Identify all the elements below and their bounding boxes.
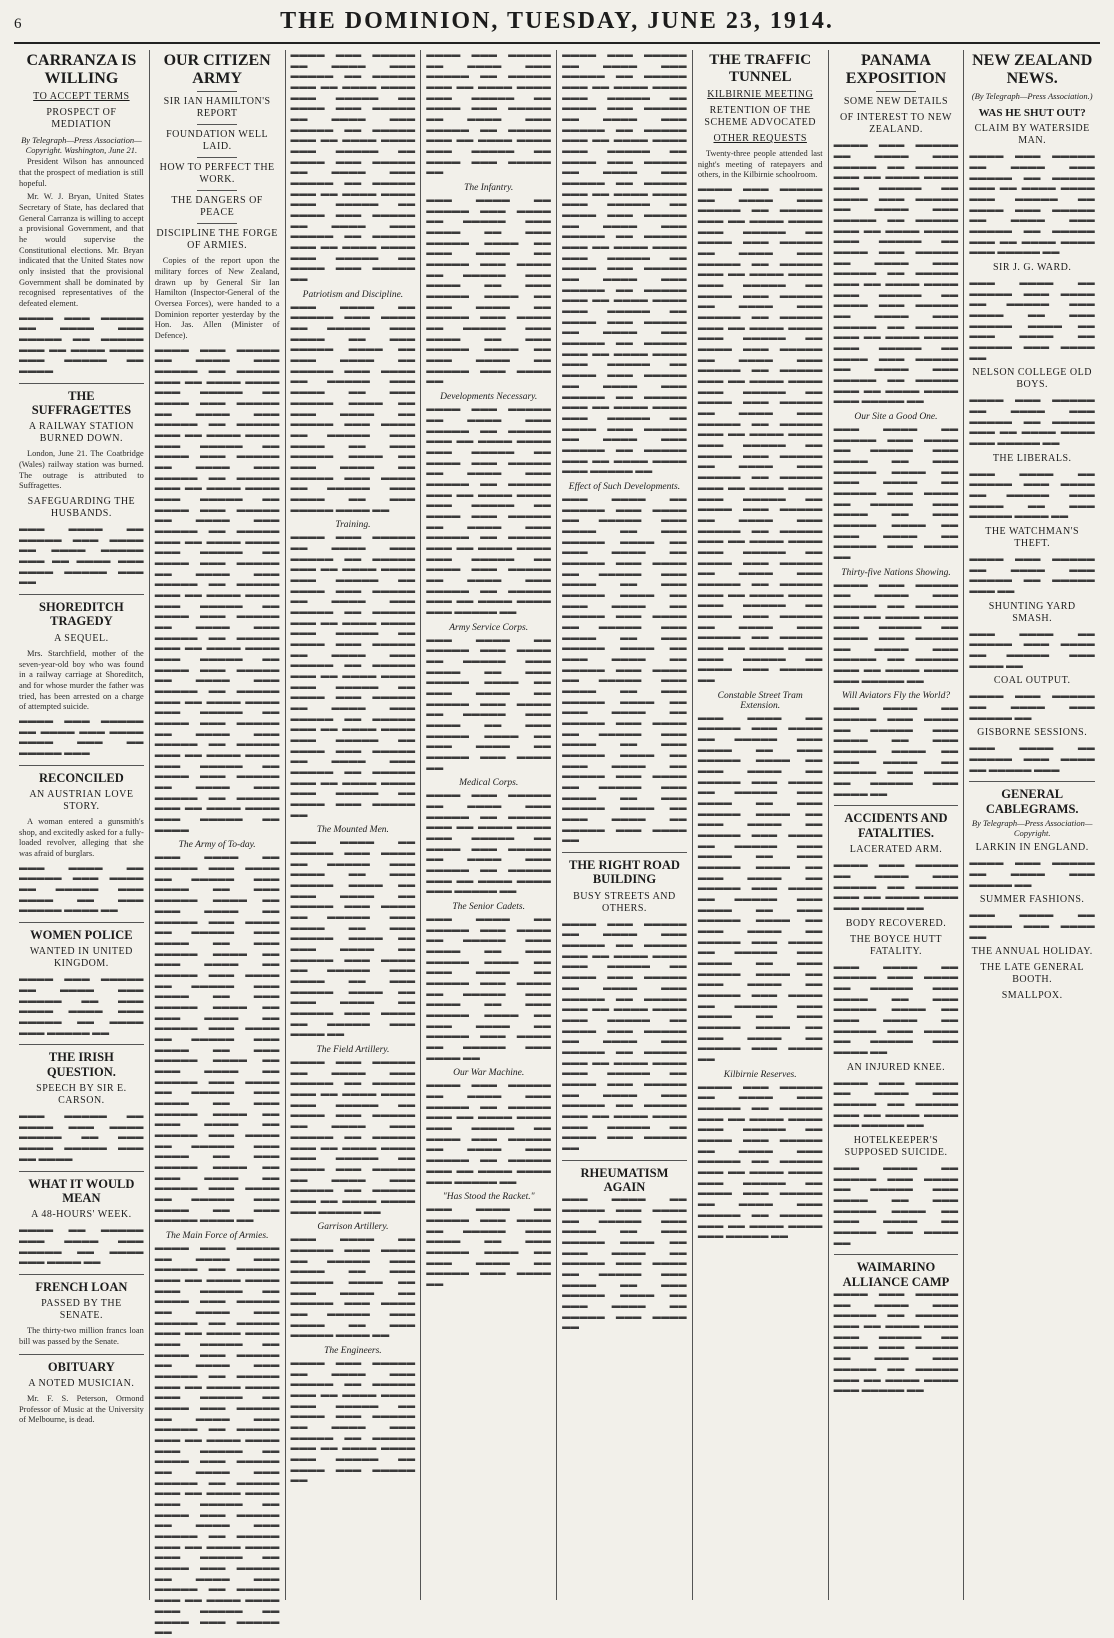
article-text: ▬▬▬ ▬▬▬▬ ▬▬ ▬▬▬▬▬ ▬▬▬ ▬▬▬▬ ▬▬ ▬▬▬▬▬ ▬▬▬ ▬▬▬▬ ▬▬ ▬▬▬ ▬▬▬▬▬ ▬▬▬▬ ▬▬ ▬▬▬ ▬▬▬▬ ▬▬ ▬▬▬▬▬ ▬▬▬ ▬▬▬▬ ▬▬ ▬▬▬▬▬ ▬▬▬ ▬▬▬▬ ▬▬ ▬▬▬ ▬▬▬▬▬ ▬▬▬▬ ▬▬ ▬▬▬ ▬▬▬▬ ▬▬ ▬▬▬▬▬ ▬▬▬ ▬▬▬▬ ▬▬ ▬▬▬▬▬ ▬▬▬ ▬▬▬▬ ▬▬ ▬▬▬ ▬▬▬▬▬ ▬▬▬▬ ▬▬ ▬▬▬ ▬▬▬▬ ▬▬ ▬▬▬▬▬ ▬▬▬ ▬▬▬▬ ▬▬ ▬▬▬▬▬ ▬▬▬ ▬▬▬▬ ▬▬ ▬▬▬ ▬▬▬▬▬ ▬▬▬▬ ▬▬ ▬▬▬ ▬▬▬▬ ▬▬ ▬▬▬▬▬ ▬▬▬ ▬▬▬▬ ▬▬ ▬▬▬▬▬ ▬▬▬ ▬▬▬▬ ▬▬ ▬▬▬ ▬▬▬▬▬ ▬▬▬▬ ▬▬ ▬▬▬ ▬▬▬▬ ▬▬ ▬▬▬▬▬ ▬▬▬ ▬▬▬▬ ▬▬ ▬▬▬▬▬ ▬▬▬ ▬▬▬▬ ▬▬ ▬▬▬ ▬▬▬▬▬ ▬▬▬▬ ▬▬ ▬▬▬ ▬▬▬▬ ▬▬ ▬▬▬▬▬ ▬▬▬ ▬▬▬▬ ▬▬: [562, 493, 687, 845]
article-subtitle: AN AUSTRIAN LOVE STORY.: [29, 788, 134, 812]
article-subtitle: DISCIPLINE THE FORGE OF ARMIES.: [156, 228, 278, 252]
column-4: [421, 50, 557, 1600]
subheading: Will Aviators Fly the World?: [841, 691, 951, 702]
article-text: ▬▬▬ ▬▬▬▬ ▬▬ ▬▬▬▬▬ ▬▬▬ ▬▬▬▬ ▬▬ ▬▬▬▬▬ ▬▬▬ ▬▬▬▬ ▬▬ ▬▬▬ ▬▬▬▬▬ ▬▬▬▬ ▬▬ ▬▬▬ ▬▬▬▬ ▬▬ ▬▬▬▬▬ ▬▬▬ ▬▬▬▬ ▬▬ ▬▬▬▬▬ ▬▬▬ ▬▬▬▬ ▬▬ ▬▬▬ ▬▬▬▬▬ ▬▬▬▬ ▬▬ ▬▬▬ ▬▬▬▬ ▬▬ ▬▬▬▬▬ ▬▬▬ ▬▬▬▬ ▬▬ ▬▬▬▬▬ ▬▬▬ ▬▬▬▬ ▬▬ ▬▬▬ ▬▬▬▬▬ ▬▬▬▬ ▬▬ ▬▬▬ ▬▬▬▬ ▬▬ ▬▬▬▬▬ ▬▬▬ ▬▬▬▬ ▬▬ ▬▬▬▬▬ ▬▬▬ ▬▬▬▬ ▬▬ ▬▬▬ ▬▬▬▬▬ ▬▬▬▬ ▬▬ ▬▬▬ ▬▬▬▬ ▬▬ ▬▬▬▬▬ ▬▬▬ ▬▬▬▬ ▬▬ ▬▬▬▬▬ ▬▬▬ ▬▬▬▬ ▬▬ ▬▬▬ ▬▬▬▬▬ ▬▬▬▬ ▬▬ ▬▬▬ ▬▬▬▬ ▬▬ ▬▬▬▬▬ ▬▬▬ ▬▬▬▬ ▬▬ ▬▬▬▬▬ ▬▬▬ ▬▬▬▬ ▬▬ ▬▬▬ ▬▬▬▬▬ ▬▬▬▬ ▬▬ ▬▬▬ ▬▬▬▬ ▬▬ ▬▬▬▬▬ ▬▬▬ ▬▬▬▬ ▬▬ ▬▬▬▬▬ ▬▬▬ ▬▬▬▬ ▬▬ ▬▬▬ ▬▬▬▬▬ ▬▬▬▬ ▬▬: [154, 852, 280, 1225]
article-text: ▬▬▬▬ ▬▬▬ ▬▬▬▬▬ ▬▬ ▬▬▬▬ ▬▬▬ ▬▬▬▬▬ ▬▬ ▬▬▬▬▬ ▬▬▬ ▬▬ ▬▬▬▬ ▬▬▬▬ ▬▬▬ ▬▬▬▬▬ ▬▬ ▬▬▬▬ ▬▬▬ ▬▬▬▬▬ ▬▬ ▬▬▬▬ ▬▬▬ ▬▬▬▬▬ ▬▬ ▬▬▬▬▬ ▬▬▬ ▬▬ ▬▬▬▬ ▬▬▬▬ ▬▬▬ ▬▬▬▬▬ ▬▬: [969, 151, 1095, 257]
article-text: Mrs. Starchfield, mother of the seven-year-old boy who was found in a railway carriage at Shoreditch, and for whose murder the father was tried, has been arrested on a charge of attempted suicide.: [19, 648, 144, 712]
subheading: Constable Street Tram Extension.: [717, 690, 803, 711]
article-subtitle: COAL OUTPUT.: [993, 675, 1071, 687]
article-text: ▬▬▬ ▬▬▬▬ ▬▬ ▬▬▬▬▬ ▬▬▬ ▬▬▬▬ ▬▬ ▬▬▬▬▬ ▬▬▬ ▬▬▬▬ ▬▬ ▬▬▬ ▬▬▬▬▬ ▬▬▬▬ ▬▬ ▬▬▬ ▬▬▬▬ ▬▬ ▬▬▬▬▬ ▬▬▬ ▬▬▬▬ ▬▬ ▬▬▬▬▬ ▬▬▬ ▬▬▬▬ ▬▬ ▬▬▬ ▬▬▬▬▬ ▬▬▬▬ ▬▬ ▬▬▬ ▬▬▬▬ ▬▬ ▬▬▬▬▬ ▬▬▬ ▬▬▬▬ ▬▬: [426, 634, 552, 772]
article-text: ▬▬▬ ▬▬▬▬ ▬▬ ▬▬▬▬▬ ▬▬▬ ▬▬▬▬ ▬▬ ▬▬▬▬▬ ▬▬▬ ▬▬▬▬ ▬▬ ▬▬▬ ▬▬▬▬▬ ▬▬▬▬ ▬▬ ▬▬▬ ▬▬▬▬ ▬▬ ▬▬▬▬▬ ▬▬▬ ▬▬▬▬ ▬▬ ▬▬▬▬▬ ▬▬▬ ▬▬▬▬ ▬▬: [833, 703, 959, 798]
article-text: ▬▬▬▬ ▬▬▬ ▬▬▬▬▬ ▬▬ ▬▬▬▬ ▬▬▬ ▬▬▬▬▬ ▬▬ ▬▬▬▬▬ ▬▬▬ ▬▬: [969, 554, 1095, 596]
article-text: ▬▬▬▬ ▬▬▬ ▬▬▬▬▬ ▬▬ ▬▬▬▬ ▬▬▬ ▬▬▬▬▬ ▬▬ ▬▬▬▬▬ ▬▬▬ ▬▬ ▬▬▬▬ ▬▬▬▬ ▬▬▬ ▬▬▬▬▬ ▬▬ ▬▬▬▬ ▬▬▬ ▬▬▬▬▬ ▬▬ ▬▬▬▬ ▬▬▬ ▬▬▬▬▬ ▬▬ ▬▬▬▬▬ ▬▬▬ ▬▬ ▬▬▬▬ ▬▬▬▬ ▬▬▬ ▬▬▬▬▬ ▬▬: [426, 1080, 552, 1186]
article-text: ▬▬▬ ▬▬▬▬ ▬▬ ▬▬▬▬▬ ▬▬▬ ▬▬▬▬ ▬▬ ▬▬▬▬▬ ▬▬▬: [969, 743, 1095, 774]
page-number: 6: [14, 16, 22, 32]
column-6: [693, 50, 829, 1600]
article-subtitle: THE LIBERALS.: [992, 452, 1072, 464]
article-text: ▬▬▬▬ ▬▬▬ ▬▬▬▬▬ ▬▬ ▬▬▬▬ ▬▬▬ ▬▬▬▬▬ ▬▬ ▬▬▬▬▬ ▬▬▬ ▬▬ ▬▬▬▬ ▬▬▬▬ ▬▬▬ ▬▬▬▬▬ ▬▬ ▬▬▬▬ ▬▬▬ ▬▬▬▬▬ ▬▬ ▬▬▬▬ ▬▬▬ ▬▬▬▬▬ ▬▬ ▬▬▬▬▬ ▬▬▬ ▬▬ ▬▬▬▬ ▬▬▬▬ ▬▬▬ ▬▬▬▬▬ ▬▬ ▬▬▬▬ ▬▬▬ ▬▬▬▬▬ ▬▬ ▬▬▬▬ ▬▬▬ ▬▬▬▬▬ ▬▬ ▬▬▬▬▬ ▬▬▬ ▬▬ ▬▬▬▬ ▬▬▬▬ ▬▬▬ ▬▬▬▬▬ ▬▬ ▬▬▬▬ ▬▬▬ ▬▬▬▬▬ ▬▬ ▬▬▬▬ ▬▬▬ ▬▬▬▬▬ ▬▬ ▬▬▬▬▬ ▬▬▬ ▬▬ ▬▬▬▬ ▬▬▬▬ ▬▬▬ ▬▬▬▬▬ ▬▬ ▬▬▬▬ ▬▬▬ ▬▬▬▬▬ ▬▬ ▬▬▬▬ ▬▬▬ ▬▬▬▬▬ ▬▬ ▬▬▬▬▬ ▬▬▬ ▬▬ ▬▬▬▬ ▬▬▬▬ ▬▬▬ ▬▬▬▬▬ ▬▬ ▬▬▬▬ ▬▬▬ ▬▬▬▬▬ ▬▬: [290, 532, 416, 819]
article-text: ▬▬▬▬ ▬▬▬ ▬▬▬▬▬ ▬▬ ▬▬▬▬ ▬▬▬ ▬▬▬▬▬ ▬▬ ▬▬▬▬▬ ▬▬▬ ▬▬ ▬▬▬▬ ▬▬▬▬ ▬▬▬ ▬▬▬▬▬ ▬▬ ▬▬▬▬ ▬▬▬ ▬▬▬▬▬ ▬▬ ▬▬▬▬ ▬▬▬ ▬▬▬▬▬ ▬▬ ▬▬▬▬▬ ▬▬▬ ▬▬ ▬▬▬▬ ▬▬▬▬ ▬▬▬ ▬▬▬▬▬ ▬▬ ▬▬▬▬ ▬▬▬ ▬▬▬▬▬ ▬▬ ▬▬▬▬ ▬▬▬ ▬▬▬▬▬ ▬▬ ▬▬▬▬▬ ▬▬▬ ▬▬ ▬▬▬▬ ▬▬▬▬ ▬▬▬ ▬▬▬▬▬ ▬▬: [290, 1057, 416, 1216]
article-subtitle: PASSED BY THE SENATE.: [41, 1298, 122, 1322]
article-text: ▬▬▬▬ ▬▬▬ ▬▬▬▬▬ ▬▬ ▬▬▬▬ ▬▬▬ ▬▬▬▬▬ ▬▬ ▬▬▬▬▬ ▬▬▬ ▬▬ ▬▬▬▬ ▬▬▬▬ ▬▬▬ ▬▬▬▬▬ ▬▬ ▬▬▬▬ ▬▬▬ ▬▬▬▬▬ ▬▬ ▬▬▬▬ ▬▬▬ ▬▬▬▬▬ ▬▬ ▬▬▬▬▬ ▬▬▬ ▬▬ ▬▬▬▬ ▬▬▬▬ ▬▬▬ ▬▬▬▬▬ ▬▬ ▬▬▬▬ ▬▬▬ ▬▬▬▬▬ ▬▬ ▬▬▬▬ ▬▬▬ ▬▬▬▬▬ ▬▬ ▬▬▬▬▬ ▬▬▬ ▬▬ ▬▬▬▬ ▬▬▬▬ ▬▬▬ ▬▬▬▬▬ ▬▬: [697, 1081, 823, 1241]
article-subtitle: SAFEGUARDING THE HUSBANDS.: [27, 496, 136, 520]
section-heading: FRENCH LOAN: [19, 1274, 144, 1294]
article-title: OUR CITIZEN ARMY: [163, 52, 271, 87]
subheading: The Infantry.: [464, 183, 514, 194]
article-subtitle: CLAIM BY WATERSIDE MAN.: [974, 123, 1090, 147]
article-text: ▬▬▬▬ ▬▬▬ ▬▬▬▬▬ ▬▬ ▬▬▬▬ ▬▬▬ ▬▬▬▬▬ ▬▬ ▬▬▬▬▬ ▬▬▬ ▬▬ ▬▬▬▬ ▬▬▬▬ ▬▬▬ ▬▬▬▬▬ ▬▬: [833, 860, 959, 912]
dateline: By Telegraph—Press Association—Copyright. Washington, June 21.: [21, 135, 142, 156]
article-subtitle: OF INTEREST TO NEW ZEALAND.: [839, 112, 952, 136]
column-8: [964, 50, 1100, 1600]
section-heading: RECONCILED: [19, 765, 144, 785]
article-subtitle: THE BOYCE HUTT FATALITY.: [849, 933, 942, 957]
article-subtitle: A RAILWAY STATION BURNED DOWN.: [28, 421, 134, 445]
article-subtitle: KILBIRNIE MEETING: [707, 89, 814, 100]
subheading: Training.: [335, 520, 371, 531]
article-text: ▬▬▬▬ ▬▬▬ ▬▬▬▬▬ ▬▬ ▬▬▬▬ ▬▬▬ ▬▬▬▬▬ ▬▬ ▬▬▬▬▬ ▬▬▬ ▬▬ ▬▬▬▬ ▬▬▬▬ ▬▬▬ ▬▬▬▬▬ ▬▬ ▬▬▬▬ ▬▬▬ ▬▬▬▬▬ ▬▬ ▬▬▬▬ ▬▬▬ ▬▬▬▬▬ ▬▬ ▬▬▬▬▬ ▬▬▬ ▬▬ ▬▬▬▬ ▬▬▬▬ ▬▬▬ ▬▬▬▬▬ ▬▬ ▬▬▬▬ ▬▬▬ ▬▬▬▬▬ ▬▬: [426, 50, 552, 177]
article-text: ▬▬▬ ▬▬▬▬ ▬▬ ▬▬▬▬▬ ▬▬▬ ▬▬▬▬ ▬▬ ▬▬▬▬▬ ▬▬▬ ▬▬▬▬ ▬▬ ▬▬▬ ▬▬▬▬▬ ▬▬▬▬ ▬▬ ▬▬▬ ▬▬▬▬ ▬▬ ▬▬▬▬▬ ▬▬▬ ▬▬▬▬ ▬▬ ▬▬▬▬▬ ▬▬▬ ▬▬▬▬ ▬▬: [833, 961, 959, 1056]
article-subtitle: OTHER REQUESTS: [713, 133, 807, 144]
section-heading: ACCIDENTS AND FATALITIES.: [834, 805, 959, 840]
subheading: The Mounted Men.: [316, 825, 389, 836]
article-text: ▬▬▬ ▬▬▬▬▬ ▬▬ ▬▬▬▬ ▬▬▬ ▬▬▬▬ ▬▬▬▬▬ ▬▬ ▬▬▬ ▬▬▬▬ ▬▬▬▬▬ ▬▬▬ ▬▬ ▬▬▬▬: [19, 1111, 144, 1163]
subheading: Patriotism and Discipline.: [302, 289, 404, 300]
subheading: Effect of Such Developments.: [568, 481, 681, 492]
article-text: ▬▬▬ ▬▬▬▬ ▬▬ ▬▬▬▬▬ ▬▬▬ ▬▬▬▬ ▬▬: [969, 910, 1095, 941]
article-text: ▬▬▬▬ ▬▬▬ ▬▬▬▬▬ ▬▬ ▬▬▬▬ ▬▬▬ ▬▬▬▬▬ ▬▬ ▬▬▬▬▬ ▬▬▬ ▬▬ ▬▬▬▬ ▬▬▬▬ ▬▬▬ ▬▬▬▬▬ ▬▬ ▬▬▬▬ ▬▬▬ ▬▬▬▬▬ ▬▬ ▬▬▬▬ ▬▬▬ ▬▬▬▬▬ ▬▬ ▬▬▬▬▬ ▬▬▬ ▬▬ ▬▬▬▬ ▬▬▬▬ ▬▬▬ ▬▬▬▬▬ ▬▬ ▬▬▬▬ ▬▬▬ ▬▬▬▬▬ ▬▬ ▬▬▬▬ ▬▬▬ ▬▬▬▬▬ ▬▬ ▬▬▬▬▬ ▬▬▬ ▬▬ ▬▬▬▬ ▬▬▬▬ ▬▬▬ ▬▬▬▬▬ ▬▬ ▬▬▬▬ ▬▬▬ ▬▬▬▬▬ ▬▬ ▬▬▬▬ ▬▬▬ ▬▬▬▬▬ ▬▬ ▬▬▬▬▬ ▬▬▬ ▬▬ ▬▬▬▬ ▬▬▬▬ ▬▬▬ ▬▬▬▬▬ ▬▬ ▬▬▬▬ ▬▬▬ ▬▬▬▬▬ ▬▬ ▬▬▬▬ ▬▬▬ ▬▬▬▬▬ ▬▬ ▬▬▬▬▬ ▬▬▬ ▬▬ ▬▬▬▬ ▬▬▬▬ ▬▬▬ ▬▬▬▬▬ ▬▬ ▬▬▬▬ ▬▬▬ ▬▬▬▬▬ ▬▬ ▬▬▬▬ ▬▬▬ ▬▬▬▬▬ ▬▬ ▬▬▬▬▬ ▬▬▬ ▬▬ ▬▬▬▬ ▬▬▬▬ ▬▬▬ ▬▬▬▬▬ ▬▬ ▬▬▬▬ ▬▬▬ ▬▬▬▬▬ ▬▬ ▬▬▬▬ ▬▬▬ ▬▬▬▬▬ ▬▬ ▬▬▬▬▬ ▬▬▬ ▬▬ ▬▬▬▬ ▬▬▬▬ ▬▬▬ ▬▬▬▬▬ ▬▬ ▬▬▬▬ ▬▬▬ ▬▬▬▬▬ ▬▬ ▬▬▬▬ ▬▬▬ ▬▬▬▬▬ ▬▬ ▬▬▬▬▬ ▬▬▬ ▬▬ ▬▬▬▬ ▬▬▬▬ ▬▬▬ ▬▬▬▬▬ ▬▬: [562, 50, 687, 476]
article-subtitle: SMALLPOX.: [1001, 990, 1063, 1002]
subheading: Army Service Corps.: [449, 622, 529, 633]
article-text: ▬▬▬▬ ▬▬▬ ▬▬▬▬▬ ▬▬ ▬▬▬▬ ▬▬▬ ▬▬▬▬▬ ▬▬ ▬▬▬▬▬ ▬▬▬ ▬▬ ▬▬▬▬ ▬▬▬▬ ▬▬▬ ▬▬▬▬▬ ▬▬ ▬▬▬▬ ▬▬▬ ▬▬▬▬▬ ▬▬ ▬▬▬▬ ▬▬▬ ▬▬▬▬▬ ▬▬ ▬▬▬▬▬ ▬▬▬ ▬▬ ▬▬▬▬ ▬▬▬▬ ▬▬▬ ▬▬▬▬▬ ▬▬ ▬▬▬▬ ▬▬▬ ▬▬▬▬▬ ▬▬ ▬▬▬▬ ▬▬▬ ▬▬▬▬▬ ▬▬ ▬▬▬▬▬ ▬▬▬ ▬▬ ▬▬▬▬ ▬▬▬▬ ▬▬▬ ▬▬▬▬▬ ▬▬ ▬▬▬▬ ▬▬▬ ▬▬▬▬▬ ▬▬ ▬▬▬▬ ▬▬▬ ▬▬▬▬▬ ▬▬ ▬▬▬▬▬ ▬▬▬ ▬▬ ▬▬▬▬ ▬▬▬▬ ▬▬▬ ▬▬▬▬▬ ▬▬ ▬▬▬▬ ▬▬▬ ▬▬▬▬▬ ▬▬: [562, 918, 687, 1152]
article-text: ▬▬▬▬ ▬▬▬ ▬▬▬▬▬ ▬▬ ▬▬▬▬ ▬▬▬ ▬▬▬▬▬ ▬▬ ▬▬▬▬▬ ▬▬▬ ▬▬ ▬▬▬▬ ▬▬▬▬ ▬▬▬ ▬▬▬▬▬ ▬▬ ▬▬▬▬: [19, 312, 144, 375]
article-text: ▬▬▬ ▬▬▬▬ ▬▬ ▬▬▬▬▬ ▬▬▬ ▬▬▬▬ ▬▬ ▬▬▬▬▬ ▬▬▬ ▬▬▬▬ ▬▬ ▬▬▬ ▬▬▬▬▬ ▬▬▬▬ ▬▬ ▬▬▬ ▬▬▬▬ ▬▬ ▬▬▬▬▬ ▬▬▬ ▬▬▬▬ ▬▬: [833, 1163, 959, 1247]
article-subtitle: SIR IAN HAMILTON'S REPORT: [163, 96, 271, 120]
article-text: President Wilson has announced that the prospect of mediation is still hopeful.: [19, 157, 144, 188]
article-subtitle: TO ACCEPT TERMS: [33, 91, 130, 103]
article-subtitle: HOW TO PERFECT THE WORK.: [159, 162, 275, 186]
subheading: Garrison Artillery.: [317, 1222, 389, 1233]
article-subtitle: SOME NEW DETAILS: [843, 96, 949, 108]
article-text: ▬▬▬ ▬▬▬▬ ▬▬ ▬▬▬▬▬ ▬▬▬ ▬▬▬▬ ▬▬ ▬▬▬▬▬ ▬▬▬ ▬▬▬▬ ▬▬: [969, 628, 1095, 670]
article-title: CARRANZA IS WILLING: [26, 52, 137, 87]
dateline: (By Telegraph—Press Association.): [971, 91, 1093, 102]
article-text: ▬▬▬▬ ▬▬▬ ▬▬▬▬▬ ▬▬ ▬▬▬▬ ▬▬▬ ▬▬▬▬▬ ▬▬ ▬▬▬▬▬ ▬▬▬ ▬▬ ▬▬▬▬ ▬▬▬▬ ▬▬▬ ▬▬▬▬▬ ▬▬ ▬▬▬▬ ▬▬▬ ▬▬▬▬▬ ▬▬ ▬▬▬▬ ▬▬▬ ▬▬▬▬▬ ▬▬ ▬▬▬▬▬ ▬▬▬ ▬▬ ▬▬▬▬ ▬▬▬▬ ▬▬▬ ▬▬▬▬▬ ▬▬ ▬▬▬▬ ▬▬▬ ▬▬▬▬▬ ▬▬ ▬▬▬▬ ▬▬▬ ▬▬▬▬▬ ▬▬ ▬▬▬▬▬ ▬▬▬ ▬▬ ▬▬▬▬ ▬▬▬▬ ▬▬▬ ▬▬▬▬▬ ▬▬ ▬▬▬▬ ▬▬▬ ▬▬▬▬▬ ▬▬ ▬▬▬▬ ▬▬▬ ▬▬▬▬▬ ▬▬ ▬▬▬▬▬ ▬▬▬ ▬▬ ▬▬▬▬ ▬▬▬▬ ▬▬▬ ▬▬▬▬▬ ▬▬ ▬▬▬▬ ▬▬▬ ▬▬▬▬▬ ▬▬ ▬▬▬▬ ▬▬▬ ▬▬▬▬▬ ▬▬ ▬▬▬▬▬ ▬▬▬ ▬▬ ▬▬▬▬ ▬▬▬▬ ▬▬▬ ▬▬▬▬▬ ▬▬ ▬▬▬▬ ▬▬▬ ▬▬▬▬▬ ▬▬ ▬▬▬▬ ▬▬▬ ▬▬▬▬▬ ▬▬ ▬▬▬▬▬ ▬▬▬ ▬▬ ▬▬▬▬ ▬▬▬▬ ▬▬▬ ▬▬▬▬▬ ▬▬ ▬▬▬▬ ▬▬▬ ▬▬▬▬▬ ▬▬ ▬▬▬▬ ▬▬▬ ▬▬▬▬▬ ▬▬ ▬▬▬▬▬ ▬▬▬ ▬▬ ▬▬▬▬ ▬▬▬▬ ▬▬▬ ▬▬▬▬▬ ▬▬ ▬▬▬▬ ▬▬▬ ▬▬▬▬▬ ▬▬: [154, 1242, 280, 1637]
section-heading: OBITUARY: [19, 1354, 144, 1374]
article-subtitle: LARKIN IN ENGLAND.: [975, 842, 1089, 854]
article-text: ▬▬▬ ▬▬▬▬ ▬▬ ▬▬▬▬▬ ▬▬▬ ▬▬▬▬ ▬▬ ▬▬▬▬▬ ▬▬▬ ▬▬▬▬ ▬▬ ▬▬▬ ▬▬▬▬▬ ▬▬▬▬ ▬▬: [19, 862, 144, 915]
article-subtitle: FOUNDATION WELL LAID.: [166, 129, 269, 153]
article-text: ▬▬▬▬ ▬▬▬ ▬▬▬▬▬ ▬▬ ▬▬▬▬ ▬▬▬ ▬▬▬▬▬ ▬▬ ▬▬▬▬▬ ▬▬▬ ▬▬ ▬▬▬▬ ▬▬▬▬ ▬▬▬ ▬▬▬▬▬ ▬▬ ▬▬▬▬ ▬▬▬ ▬▬▬▬▬ ▬▬ ▬▬▬▬ ▬▬▬ ▬▬▬▬▬ ▬▬ ▬▬▬▬▬ ▬▬▬ ▬▬ ▬▬▬▬ ▬▬▬▬ ▬▬▬ ▬▬▬▬▬ ▬▬ ▬▬▬▬ ▬▬▬ ▬▬▬▬▬ ▬▬ ▬▬▬▬ ▬▬▬ ▬▬▬▬▬ ▬▬ ▬▬▬▬▬ ▬▬▬ ▬▬ ▬▬▬▬ ▬▬▬▬ ▬▬▬ ▬▬▬▬▬ ▬▬ ▬▬▬▬ ▬▬▬ ▬▬▬▬▬ ▬▬ ▬▬▬▬ ▬▬▬ ▬▬▬▬▬ ▬▬ ▬▬▬▬▬ ▬▬▬ ▬▬ ▬▬▬▬ ▬▬▬▬ ▬▬▬ ▬▬▬▬▬ ▬▬ ▬▬▬▬ ▬▬▬ ▬▬▬▬▬ ▬▬ ▬▬▬▬ ▬▬▬ ▬▬▬▬▬ ▬▬ ▬▬▬▬▬ ▬▬▬ ▬▬ ▬▬▬▬ ▬▬▬▬ ▬▬▬ ▬▬▬▬▬ ▬▬ ▬▬▬▬ ▬▬▬ ▬▬▬▬▬ ▬▬ ▬▬▬▬ ▬▬▬ ▬▬▬▬▬ ▬▬ ▬▬▬▬▬ ▬▬▬ ▬▬ ▬▬▬▬ ▬▬▬▬ ▬▬▬ ▬▬▬▬▬ ▬▬ ▬▬▬▬ ▬▬▬ ▬▬▬▬▬ ▬▬ ▬▬▬▬ ▬▬▬ ▬▬▬▬▬ ▬▬ ▬▬▬▬▬ ▬▬▬ ▬▬ ▬▬▬▬ ▬▬▬▬ ▬▬▬ ▬▬▬▬▬ ▬▬ ▬▬▬▬ ▬▬▬ ▬▬▬▬▬ ▬▬ ▬▬▬▬ ▬▬▬ ▬▬▬▬▬ ▬▬ ▬▬▬▬▬ ▬▬▬ ▬▬ ▬▬▬▬ ▬▬▬▬ ▬▬▬ ▬▬▬▬▬ ▬▬ ▬▬▬▬ ▬▬▬ ▬▬▬▬▬ ▬▬ ▬▬▬▬ ▬▬▬ ▬▬▬▬▬ ▬▬ ▬▬▬▬▬ ▬▬▬ ▬▬ ▬▬▬▬ ▬▬▬▬ ▬▬▬ ▬▬▬▬▬ ▬▬ ▬▬▬▬ ▬▬▬ ▬▬▬▬▬ ▬▬: [697, 184, 823, 684]
article-text: ▬▬▬▬ ▬▬▬ ▬▬▬▬▬ ▬▬ ▬▬▬▬ ▬▬▬ ▬▬▬▬▬ ▬▬ ▬▬▬▬▬ ▬▬▬ ▬▬ ▬▬▬▬ ▬▬▬▬ ▬▬▬ ▬▬▬▬▬ ▬▬ ▬▬▬▬ ▬▬▬ ▬▬▬▬▬ ▬▬ ▬▬▬▬ ▬▬▬ ▬▬▬▬▬ ▬▬ ▬▬▬▬▬ ▬▬▬ ▬▬ ▬▬▬▬ ▬▬▬▬ ▬▬▬ ▬▬▬▬▬ ▬▬ ▬▬▬▬ ▬▬▬ ▬▬▬▬▬ ▬▬ ▬▬▬▬ ▬▬▬ ▬▬▬▬▬ ▬▬ ▬▬▬▬▬ ▬▬▬ ▬▬ ▬▬▬▬ ▬▬▬▬ ▬▬▬ ▬▬▬▬▬ ▬▬ ▬▬▬▬ ▬▬▬ ▬▬▬▬▬ ▬▬ ▬▬▬▬ ▬▬▬ ▬▬▬▬▬ ▬▬ ▬▬▬▬▬ ▬▬▬ ▬▬ ▬▬▬▬ ▬▬▬▬ ▬▬▬ ▬▬▬▬▬ ▬▬ ▬▬▬▬ ▬▬▬ ▬▬▬▬▬ ▬▬ ▬▬▬▬ ▬▬▬ ▬▬▬▬▬ ▬▬ ▬▬▬▬▬ ▬▬▬ ▬▬ ▬▬▬▬ ▬▬▬▬ ▬▬▬ ▬▬▬▬▬ ▬▬ ▬▬▬▬ ▬▬▬ ▬▬▬▬▬ ▬▬ ▬▬▬▬ ▬▬▬ ▬▬▬▬▬ ▬▬ ▬▬▬▬▬ ▬▬▬ ▬▬ ▬▬▬▬ ▬▬▬▬ ▬▬▬ ▬▬▬▬▬ ▬▬ ▬▬▬▬ ▬▬▬ ▬▬▬▬▬ ▬▬ ▬▬▬▬ ▬▬▬ ▬▬▬▬▬ ▬▬ ▬▬▬▬▬ ▬▬▬ ▬▬ ▬▬▬▬ ▬▬▬▬ ▬▬▬ ▬▬▬▬▬ ▬▬ ▬▬▬▬ ▬▬▬ ▬▬▬▬▬ ▬▬ ▬▬▬▬ ▬▬▬ ▬▬▬▬▬ ▬▬ ▬▬▬▬▬ ▬▬▬ ▬▬ ▬▬▬▬ ▬▬▬▬ ▬▬▬ ▬▬▬▬▬ ▬▬ ▬▬▬▬ ▬▬▬ ▬▬▬▬▬ ▬▬ ▬▬▬▬ ▬▬▬ ▬▬▬▬▬ ▬▬ ▬▬▬▬▬ ▬▬▬ ▬▬ ▬▬▬▬ ▬▬▬▬ ▬▬▬ ▬▬▬▬▬ ▬▬ ▬▬▬▬: [154, 344, 280, 834]
column-1: [14, 50, 150, 1600]
article-subtitle: PROSPECT OF MEDIATION: [46, 107, 117, 131]
article-text: Mr. F. S. Peterson, Ormond Professor of Music at the University of Melbourne, is dead.: [19, 1394, 144, 1425]
article-title: THE TRAFFIC TUNNEL: [709, 52, 812, 85]
article-text: A woman entered a gunsmith's shop, and excitedly asked for a fully-loaded revolver, alleging that she was afraid of burglars.: [19, 816, 144, 858]
subheading: The Senior Cadets.: [452, 902, 525, 913]
section-heading: GENERAL CABLEGRAMS.: [969, 781, 1095, 816]
article-text: ▬▬▬ ▬▬▬▬ ▬▬ ▬▬▬▬▬ ▬▬▬ ▬▬▬▬ ▬▬ ▬▬▬▬▬ ▬▬▬ ▬▬▬▬ ▬▬ ▬▬▬ ▬▬▬▬▬ ▬▬▬▬ ▬▬ ▬▬▬ ▬▬▬▬ ▬▬ ▬▬▬▬▬ ▬▬▬ ▬▬▬▬ ▬▬: [426, 1204, 552, 1288]
subheading: Medical Corps.: [459, 778, 519, 789]
section-heading: WOMEN POLICE: [19, 922, 144, 942]
article-text: Mr. W. J. Bryan, United States Secretary of State, has declared that General Carranza is willing to accept a provisional Government, and that he would supervise the Constitutional elections. Mr. Bryan indicated that the United States now only insisted that the provisional Government shall be dominated by recognised representatives of the defeated element.: [19, 192, 144, 308]
article-subtitle: THE DANGERS OF PEACE: [171, 195, 263, 219]
section-heading: THE SUFFRAGETTES: [19, 383, 144, 418]
section-heading: RHEUMATISM AGAIN: [562, 1160, 687, 1195]
article-title: PANAMA EXPOSITION: [845, 52, 947, 87]
article-text: ▬▬▬▬ ▬▬▬ ▬▬▬▬▬ ▬▬ ▬▬▬▬ ▬▬▬ ▬▬▬▬▬ ▬▬: [969, 858, 1095, 889]
article-subtitle: SIR J. G. WARD.: [992, 261, 1072, 273]
section-heading: SHOREDITCH TRAGEDY: [19, 594, 144, 629]
subheading: Our War Machine.: [453, 1068, 525, 1079]
subheading: The Army of To-day.: [178, 840, 256, 851]
subheading: Thirty-five Nations Showing.: [841, 567, 951, 578]
section-heading: WHAT IT WOULD MEAN: [19, 1171, 144, 1206]
article-text: ▬▬▬▬ ▬▬▬ ▬▬▬▬▬ ▬▬ ▬▬▬▬ ▬▬▬ ▬▬▬▬▬ ▬▬ ▬▬▬▬▬ ▬▬▬ ▬▬ ▬▬▬▬ ▬▬▬▬ ▬▬▬ ▬▬▬▬▬ ▬▬ ▬▬▬▬ ▬▬▬ ▬▬▬▬▬ ▬▬ ▬▬▬▬ ▬▬▬ ▬▬▬▬▬ ▬▬ ▬▬▬▬▬ ▬▬▬ ▬▬ ▬▬▬▬ ▬▬▬▬ ▬▬▬ ▬▬▬▬▬ ▬▬ ▬▬▬▬ ▬▬▬ ▬▬▬▬▬ ▬▬ ▬▬▬▬ ▬▬▬ ▬▬▬▬▬ ▬▬ ▬▬▬▬▬ ▬▬▬ ▬▬ ▬▬▬▬ ▬▬▬▬ ▬▬▬ ▬▬▬▬▬ ▬▬ ▬▬▬▬ ▬▬▬ ▬▬▬▬▬ ▬▬ ▬▬▬▬ ▬▬▬ ▬▬▬▬▬ ▬▬ ▬▬▬▬▬ ▬▬▬ ▬▬ ▬▬▬▬ ▬▬▬▬ ▬▬▬ ▬▬▬▬▬ ▬▬: [426, 404, 552, 616]
article-subtitle: A SEQUEL.: [54, 632, 109, 644]
article-subtitle: LACERATED ARM.: [849, 844, 943, 856]
article-text: ▬▬▬▬ ▬▬▬ ▬▬▬▬▬ ▬▬ ▬▬▬▬ ▬▬▬ ▬▬▬▬▬ ▬▬ ▬▬▬ ▬▬▬▬ ▬▬▬▬ ▬▬▬ ▬▬▬▬▬ ▬▬ ▬▬▬▬ ▬▬▬ ▬▬▬▬▬ ▬▬: [19, 974, 144, 1037]
subheading: The Main Force of Armies.: [165, 1230, 269, 1241]
article-text: ▬▬▬ ▬▬▬▬ ▬▬ ▬▬▬▬▬ ▬▬▬ ▬▬▬▬ ▬▬ ▬▬▬▬ ▬▬▬▬▬ ▬▬▬ ▬▬ ▬▬▬▬ ▬▬▬ ▬▬▬▬ ▬▬▬▬▬ ▬▬▬ ▬▬: [19, 524, 144, 587]
article-subtitle: A NOTED MUSICIAN.: [28, 1378, 135, 1390]
article-text: ▬▬▬ ▬▬▬▬ ▬▬ ▬▬▬▬▬ ▬▬▬ ▬▬▬▬ ▬▬ ▬▬▬▬▬ ▬▬▬ ▬▬▬▬ ▬▬ ▬▬▬ ▬▬▬▬▬ ▬▬▬▬ ▬▬: [969, 468, 1095, 521]
article-text: ▬▬▬▬ ▬▬▬ ▬▬▬▬▬ ▬▬ ▬▬▬▬ ▬▬▬ ▬▬▬▬ ▬▬▬▬ ▬▬▬ ▬▬ ▬▬▬▬▬ ▬▬▬: [19, 715, 144, 757]
article-text: ▬▬▬ ▬▬▬▬ ▬▬ ▬▬▬▬▬ ▬▬▬ ▬▬▬▬ ▬▬ ▬▬▬▬▬ ▬▬▬ ▬▬▬▬ ▬▬ ▬▬▬ ▬▬▬▬▬ ▬▬▬▬ ▬▬ ▬▬▬ ▬▬▬▬ ▬▬ ▬▬▬▬▬ ▬▬▬ ▬▬▬▬ ▬▬ ▬▬▬▬▬ ▬▬▬ ▬▬▬▬ ▬▬ ▬▬▬ ▬▬▬▬▬ ▬▬▬▬ ▬▬ ▬▬▬ ▬▬▬▬ ▬▬ ▬▬▬▬▬ ▬▬▬ ▬▬▬▬ ▬▬: [562, 1194, 687, 1332]
subheading: The Engineers.: [324, 1345, 382, 1356]
article-subtitle: SHUNTING YARD SMASH.: [988, 600, 1076, 624]
subheading: "Has Stood the Racket.": [442, 1192, 535, 1203]
article-subtitle: BODY RECOVERED.: [845, 917, 947, 929]
section-heading: THE IRISH QUESTION.: [19, 1044, 144, 1079]
subheading: Developments Necessary.: [440, 392, 538, 403]
subheading: The Field Artillery.: [316, 1045, 390, 1056]
article-subtitle: GISBORNE SESSIONS.: [977, 727, 1088, 739]
article-text: ▬▬▬▬ ▬▬▬ ▬▬▬▬▬ ▬▬ ▬▬▬▬ ▬▬▬ ▬▬▬▬▬ ▬▬ ▬▬▬▬▬ ▬▬▬ ▬▬ ▬▬▬▬ ▬▬▬▬ ▬▬▬ ▬▬▬▬▬ ▬▬ ▬▬▬▬ ▬▬▬ ▬▬▬▬▬ ▬▬ ▬▬▬▬ ▬▬▬ ▬▬▬▬▬ ▬▬ ▬▬▬▬▬ ▬▬▬ ▬▬ ▬▬▬▬ ▬▬▬▬ ▬▬▬ ▬▬▬▬▬ ▬▬: [833, 1289, 959, 1395]
article-subtitle: A 48-HOURS' WEEK.: [31, 1209, 132, 1221]
article-subtitle: WANTED IN UNITED KINGDOM.: [29, 946, 133, 970]
article-subtitle: RETENTION OF THE SCHEME ADVOCATED: [704, 105, 817, 128]
article-text: ▬▬▬ ▬▬▬▬ ▬▬ ▬▬▬▬▬ ▬▬▬ ▬▬▬▬ ▬▬ ▬▬▬▬▬ ▬▬▬ ▬▬▬▬ ▬▬ ▬▬▬ ▬▬▬▬▬ ▬▬▬▬ ▬▬ ▬▬▬ ▬▬▬▬ ▬▬ ▬▬▬▬▬ ▬▬▬ ▬▬▬▬ ▬▬ ▬▬▬▬▬ ▬▬▬ ▬▬▬▬ ▬▬ ▬▬▬ ▬▬▬▬▬ ▬▬▬▬ ▬▬: [290, 1234, 416, 1340]
column-7: [829, 50, 965, 1600]
article-subtitle: BUSY STREETS AND OTHERS.: [573, 890, 676, 914]
article-text: The thirty-two million francs loan bill was passed by the Senate.: [19, 1326, 144, 1346]
article-text: London, June 21. The Coatbridge (Wales) railway station was burned. The outrage is attributed to Suffragettes.: [19, 449, 144, 491]
subheading: Our Site a Good One.: [854, 411, 938, 422]
article-text: ▬▬▬▬ ▬▬▬ ▬▬▬▬▬ ▬▬ ▬▬▬▬ ▬▬▬ ▬▬▬▬▬ ▬▬ ▬▬▬▬▬ ▬▬▬ ▬▬ ▬▬▬▬ ▬▬▬▬ ▬▬▬ ▬▬▬▬▬ ▬▬ ▬▬▬▬ ▬▬▬ ▬▬▬▬▬ ▬▬ ▬▬▬▬ ▬▬▬ ▬▬▬▬▬ ▬▬ ▬▬▬▬▬ ▬▬▬ ▬▬ ▬▬▬▬ ▬▬▬▬ ▬▬▬ ▬▬▬▬▬ ▬▬ ▬▬▬▬ ▬▬▬ ▬▬▬▬▬ ▬▬ ▬▬▬▬ ▬▬▬ ▬▬▬▬▬ ▬▬ ▬▬▬▬▬ ▬▬▬ ▬▬ ▬▬▬▬ ▬▬▬▬ ▬▬▬ ▬▬▬▬▬ ▬▬ ▬▬▬▬ ▬▬▬ ▬▬▬▬▬ ▬▬ ▬▬▬▬ ▬▬▬ ▬▬▬▬▬ ▬▬ ▬▬▬▬▬ ▬▬▬ ▬▬ ▬▬▬▬ ▬▬▬▬ ▬▬▬ ▬▬▬▬▬ ▬▬ ▬▬▬▬ ▬▬▬ ▬▬▬▬▬ ▬▬: [290, 50, 416, 284]
article-text: ▬▬▬ ▬▬▬▬ ▬▬ ▬▬▬▬▬ ▬▬▬ ▬▬▬▬ ▬▬ ▬▬▬▬▬ ▬▬▬ ▬▬▬▬ ▬▬ ▬▬▬ ▬▬▬▬▬ ▬▬▬▬ ▬▬ ▬▬▬ ▬▬▬▬ ▬▬ ▬▬▬▬▬ ▬▬▬ ▬▬▬▬ ▬▬ ▬▬▬▬▬ ▬▬▬ ▬▬▬▬ ▬▬ ▬▬▬ ▬▬▬▬▬ ▬▬▬▬ ▬▬ ▬▬▬ ▬▬▬▬ ▬▬ ▬▬▬▬▬ ▬▬▬ ▬▬▬▬ ▬▬ ▬▬▬▬▬ ▬▬▬ ▬▬▬▬ ▬▬ ▬▬▬ ▬▬▬▬▬ ▬▬▬▬ ▬▬ ▬▬▬ ▬▬▬▬ ▬▬ ▬▬▬▬▬ ▬▬▬ ▬▬▬▬ ▬▬ ▬▬▬▬▬ ▬▬▬ ▬▬▬▬ ▬▬ ▬▬▬ ▬▬▬▬▬ ▬▬▬▬ ▬▬ ▬▬▬ ▬▬▬▬ ▬▬ ▬▬▬▬▬ ▬▬▬ ▬▬▬▬ ▬▬ ▬▬▬▬▬ ▬▬▬ ▬▬▬▬ ▬▬ ▬▬▬ ▬▬▬▬▬ ▬▬▬▬ ▬▬ ▬▬▬ ▬▬▬▬ ▬▬ ▬▬▬▬▬ ▬▬▬ ▬▬▬▬ ▬▬ ▬▬▬▬▬ ▬▬▬ ▬▬▬▬ ▬▬ ▬▬▬ ▬▬▬▬▬ ▬▬▬▬ ▬▬ ▬▬▬ ▬▬▬▬ ▬▬ ▬▬▬▬▬ ▬▬▬ ▬▬▬▬ ▬▬: [697, 712, 823, 1064]
article-text: ▬▬▬ ▬▬▬▬ ▬▬ ▬▬▬▬▬ ▬▬▬ ▬▬▬▬ ▬▬ ▬▬▬▬▬ ▬▬▬ ▬▬▬▬ ▬▬ ▬▬▬ ▬▬▬▬▬ ▬▬▬▬ ▬▬ ▬▬▬ ▬▬▬▬ ▬▬ ▬▬▬▬▬ ▬▬▬ ▬▬▬▬ ▬▬ ▬▬▬▬▬ ▬▬▬ ▬▬▬▬ ▬▬ ▬▬▬ ▬▬▬▬▬ ▬▬▬▬ ▬▬ ▬▬▬ ▬▬▬▬ ▬▬ ▬▬▬▬▬ ▬▬▬ ▬▬▬▬ ▬▬: [833, 423, 959, 562]
article-text: ▬▬▬ ▬▬▬▬ ▬▬ ▬▬▬▬▬ ▬▬▬ ▬▬▬▬ ▬▬ ▬▬▬▬▬ ▬▬▬ ▬▬▬▬ ▬▬ ▬▬▬ ▬▬▬▬▬ ▬▬▬▬ ▬▬ ▬▬▬ ▬▬▬▬ ▬▬ ▬▬▬▬▬ ▬▬▬ ▬▬▬▬ ▬▬ ▬▬▬▬▬ ▬▬▬ ▬▬▬▬ ▬▬ ▬▬▬ ▬▬▬▬▬ ▬▬▬▬ ▬▬ ▬▬▬ ▬▬▬▬ ▬▬ ▬▬▬▬▬ ▬▬▬ ▬▬▬▬ ▬▬ ▬▬▬▬▬ ▬▬▬ ▬▬▬▬ ▬▬ ▬▬▬ ▬▬▬▬▬ ▬▬▬▬ ▬▬ ▬▬▬ ▬▬▬▬ ▬▬ ▬▬▬▬▬ ▬▬▬ ▬▬▬▬ ▬▬ ▬▬▬▬▬ ▬▬▬ ▬▬▬▬ ▬▬ ▬▬▬ ▬▬▬▬▬ ▬▬▬▬ ▬▬: [290, 301, 416, 514]
article-subtitle: NELSON COLLEGE OLD BOYS.: [972, 367, 1092, 391]
article-text: ▬▬▬ ▬▬▬▬ ▬▬ ▬▬▬▬▬ ▬▬▬ ▬▬▬▬ ▬▬ ▬▬▬▬▬ ▬▬▬ ▬▬▬▬ ▬▬ ▬▬▬ ▬▬▬▬▬ ▬▬▬▬ ▬▬ ▬▬▬ ▬▬▬▬ ▬▬ ▬▬▬▬▬ ▬▬▬ ▬▬▬▬ ▬▬ ▬▬▬▬▬ ▬▬▬ ▬▬▬▬ ▬▬ ▬▬▬ ▬▬▬▬▬ ▬▬▬▬ ▬▬ ▬▬▬ ▬▬▬▬ ▬▬ ▬▬▬▬▬ ▬▬▬ ▬▬▬▬ ▬▬ ▬▬▬▬▬ ▬▬▬ ▬▬▬▬ ▬▬: [426, 914, 552, 1062]
article-text: Copies of the report upon the military forces of New Zealand, drawn up by General Sir Ian Hamilton (Inspector-General of the Oversea Forces), were handed to a Dominion reporter yesterday by the Hon. Jas. Allen (Minister of Defence).: [154, 256, 280, 340]
article-text: ▬▬▬▬ ▬▬▬ ▬▬▬▬▬ ▬▬ ▬▬▬▬ ▬▬▬ ▬▬▬▬▬ ▬▬ ▬▬▬▬▬ ▬▬▬ ▬▬ ▬▬▬▬ ▬▬▬▬ ▬▬▬ ▬▬▬▬▬ ▬▬ ▬▬▬▬ ▬▬▬ ▬▬▬▬▬ ▬▬ ▬▬▬▬ ▬▬▬ ▬▬▬▬▬ ▬▬ ▬▬▬▬▬ ▬▬▬ ▬▬ ▬▬▬▬ ▬▬▬▬ ▬▬▬ ▬▬▬▬▬ ▬▬: [833, 579, 959, 685]
article-subtitle: AN INJURED KNEE.: [846, 1061, 946, 1073]
article-text: ▬▬▬▬ ▬▬▬ ▬▬▬▬▬ ▬▬ ▬▬▬▬ ▬▬▬ ▬▬▬▬▬ ▬▬ ▬▬▬▬▬ ▬▬▬ ▬▬ ▬▬▬▬ ▬▬▬▬ ▬▬▬ ▬▬▬▬▬ ▬▬: [833, 1077, 959, 1130]
article-subtitle: SUMMER FASHIONS.: [979, 894, 1085, 906]
columns: [14, 50, 1100, 1637]
section-heading: THE RIGHT ROAD BUILDING: [562, 852, 687, 887]
subheading: Kilbirnie Reserves.: [723, 1069, 797, 1080]
column-3: [286, 50, 422, 1600]
article-text: ▬▬▬ ▬▬▬▬ ▬▬ ▬▬▬▬▬ ▬▬▬ ▬▬▬▬ ▬▬ ▬▬▬▬▬ ▬▬▬ ▬▬▬▬ ▬▬ ▬▬▬ ▬▬▬▬▬ ▬▬▬▬ ▬▬ ▬▬▬ ▬▬▬▬ ▬▬ ▬▬▬▬▬ ▬▬▬ ▬▬▬▬ ▬▬: [969, 277, 1095, 362]
article-subtitle: THE ANNUAL HOLIDAY.: [971, 946, 1093, 958]
dateline: By Telegraph—Press Association—Copyright.: [971, 818, 1093, 839]
article-text: ▬▬▬▬ ▬▬▬ ▬▬▬▬▬ ▬▬ ▬▬▬▬ ▬▬▬ ▬▬▬▬▬ ▬▬ ▬▬▬▬▬ ▬▬▬ ▬▬ ▬▬▬▬ ▬▬▬▬ ▬▬▬ ▬▬▬▬▬ ▬▬ ▬▬▬▬ ▬▬▬ ▬▬▬▬▬ ▬▬ ▬▬▬▬ ▬▬▬ ▬▬▬▬▬ ▬▬ ▬▬▬▬▬ ▬▬▬ ▬▬ ▬▬▬▬ ▬▬▬▬ ▬▬▬ ▬▬▬▬▬ ▬▬ ▬▬▬▬ ▬▬▬ ▬▬▬▬▬ ▬▬: [290, 1357, 416, 1485]
article-text: ▬▬▬▬ ▬▬▬ ▬▬▬▬▬ ▬▬ ▬▬▬▬ ▬▬▬ ▬▬▬▬▬ ▬▬ ▬▬▬▬▬ ▬▬▬ ▬▬ ▬▬▬▬ ▬▬▬▬ ▬▬▬ ▬▬▬▬▬ ▬▬ ▬▬▬▬ ▬▬▬ ▬▬▬▬▬ ▬▬ ▬▬▬▬ ▬▬▬ ▬▬▬▬▬ ▬▬ ▬▬▬▬▬ ▬▬▬ ▬▬ ▬▬▬▬ ▬▬▬▬ ▬▬▬ ▬▬▬▬▬ ▬▬: [426, 790, 552, 896]
newspaper-title: THE DOMINION, TUESDAY, JUNE 23, 1914.: [280, 8, 834, 34]
article-text: ▬▬▬▬ ▬▬▬ ▬▬▬▬▬ ▬▬ ▬▬▬▬ ▬▬▬ ▬▬▬▬▬ ▬▬ ▬▬▬▬▬ ▬▬▬ ▬▬ ▬▬▬▬ ▬▬▬▬ ▬▬▬ ▬▬▬▬▬ ▬▬ ▬▬▬▬ ▬▬▬ ▬▬▬▬▬ ▬▬ ▬▬▬▬ ▬▬▬ ▬▬▬▬▬ ▬▬ ▬▬▬▬▬ ▬▬▬ ▬▬ ▬▬▬▬ ▬▬▬▬ ▬▬▬ ▬▬▬▬▬ ▬▬ ▬▬▬▬ ▬▬▬ ▬▬▬▬▬ ▬▬ ▬▬▬▬ ▬▬▬ ▬▬▬▬▬ ▬▬ ▬▬▬▬▬ ▬▬▬ ▬▬ ▬▬▬▬ ▬▬▬▬ ▬▬▬ ▬▬▬▬▬ ▬▬ ▬▬▬▬ ▬▬▬ ▬▬▬▬▬ ▬▬ ▬▬▬▬ ▬▬▬ ▬▬▬▬▬ ▬▬ ▬▬▬▬▬ ▬▬▬ ▬▬ ▬▬▬▬ ▬▬▬▬ ▬▬▬ ▬▬▬▬▬ ▬▬ ▬▬▬▬ ▬▬▬ ▬▬▬▬▬ ▬▬ ▬▬▬▬ ▬▬▬ ▬▬▬▬▬ ▬▬ ▬▬▬▬▬ ▬▬▬ ▬▬ ▬▬▬▬ ▬▬▬▬ ▬▬▬ ▬▬▬▬▬ ▬▬: [833, 140, 959, 406]
column-5: [557, 50, 693, 1600]
article-text: ▬▬▬▬ ▬▬▬ ▬▬▬▬▬ ▬▬ ▬▬▬▬ ▬▬▬ ▬▬▬▬▬ ▬▬ ▬▬▬▬▬ ▬▬▬ ▬▬ ▬▬▬▬ ▬▬▬▬ ▬▬▬ ▬▬▬▬▬ ▬▬: [969, 395, 1095, 447]
masthead: [14, 8, 1100, 44]
section-heading: WAIMARINO ALLIANCE CAMP: [834, 1254, 959, 1289]
column-2: [150, 50, 286, 1637]
article-text: ▬▬▬▬ ▬▬▬ ▬▬▬▬▬ ▬▬ ▬▬▬▬ ▬▬▬ ▬▬▬▬▬ ▬▬: [969, 691, 1095, 722]
article-subtitle: THE LATE GENERAL BOOTH.: [980, 962, 1084, 986]
article-subtitle: THE WATCHMAN'S THEFT.: [985, 526, 1080, 549]
article-text: ▬▬▬ ▬▬▬▬ ▬▬ ▬▬▬▬▬ ▬▬▬ ▬▬▬▬ ▬▬ ▬▬▬▬▬ ▬▬▬ ▬▬▬▬ ▬▬ ▬▬▬ ▬▬▬▬▬ ▬▬▬▬ ▬▬ ▬▬▬ ▬▬▬▬ ▬▬ ▬▬▬▬▬ ▬▬▬ ▬▬▬▬ ▬▬ ▬▬▬▬▬ ▬▬▬ ▬▬▬▬ ▬▬ ▬▬▬ ▬▬▬▬▬ ▬▬▬▬ ▬▬ ▬▬▬ ▬▬▬▬ ▬▬ ▬▬▬▬▬ ▬▬▬ ▬▬▬▬ ▬▬ ▬▬▬▬▬ ▬▬▬ ▬▬▬▬ ▬▬ ▬▬▬ ▬▬▬▬▬ ▬▬▬▬ ▬▬ ▬▬▬ ▬▬▬▬ ▬▬ ▬▬▬▬▬ ▬▬▬ ▬▬▬▬ ▬▬ ▬▬▬▬▬ ▬▬▬ ▬▬▬▬ ▬▬: [290, 837, 416, 1039]
article-text: ▬▬▬▬ ▬▬ ▬▬▬▬▬ ▬▬▬ ▬▬▬▬ ▬▬▬ ▬▬▬▬▬ ▬▬ ▬▬▬▬ ▬▬▬ ▬▬▬▬ ▬▬: [19, 1225, 144, 1267]
article-text: ▬▬▬ ▬▬▬▬ ▬▬ ▬▬▬▬▬ ▬▬▬ ▬▬▬▬ ▬▬ ▬▬▬▬▬ ▬▬▬ ▬▬▬▬ ▬▬ ▬▬▬ ▬▬▬▬▬ ▬▬▬▬ ▬▬ ▬▬▬ ▬▬▬▬ ▬▬ ▬▬▬▬▬ ▬▬▬ ▬▬▬▬ ▬▬ ▬▬▬▬▬ ▬▬▬ ▬▬▬▬ ▬▬ ▬▬▬ ▬▬▬▬▬ ▬▬▬▬ ▬▬ ▬▬▬ ▬▬▬▬ ▬▬ ▬▬▬▬▬ ▬▬▬ ▬▬▬▬ ▬▬ ▬▬▬▬▬ ▬▬▬ ▬▬▬▬ ▬▬ ▬▬▬ ▬▬▬▬▬ ▬▬▬▬ ▬▬ ▬▬▬ ▬▬▬▬ ▬▬ ▬▬▬▬▬ ▬▬▬ ▬▬▬▬ ▬▬: [426, 195, 552, 386]
article-subtitle: WAS HE SHUT OUT?: [978, 107, 1086, 120]
article-subtitle: SPEECH BY SIR E. CARSON.: [36, 1083, 127, 1107]
article-text: Twenty-three people attended last night's meeting of ratepayers and others, in the Kilbirnie schoolroom.: [697, 149, 823, 180]
article-subtitle: HOTELKEEPER'S SUPPOSED SUICIDE.: [844, 1135, 948, 1158]
article-title: NEW ZEALAND NEWS.: [972, 52, 1093, 87]
